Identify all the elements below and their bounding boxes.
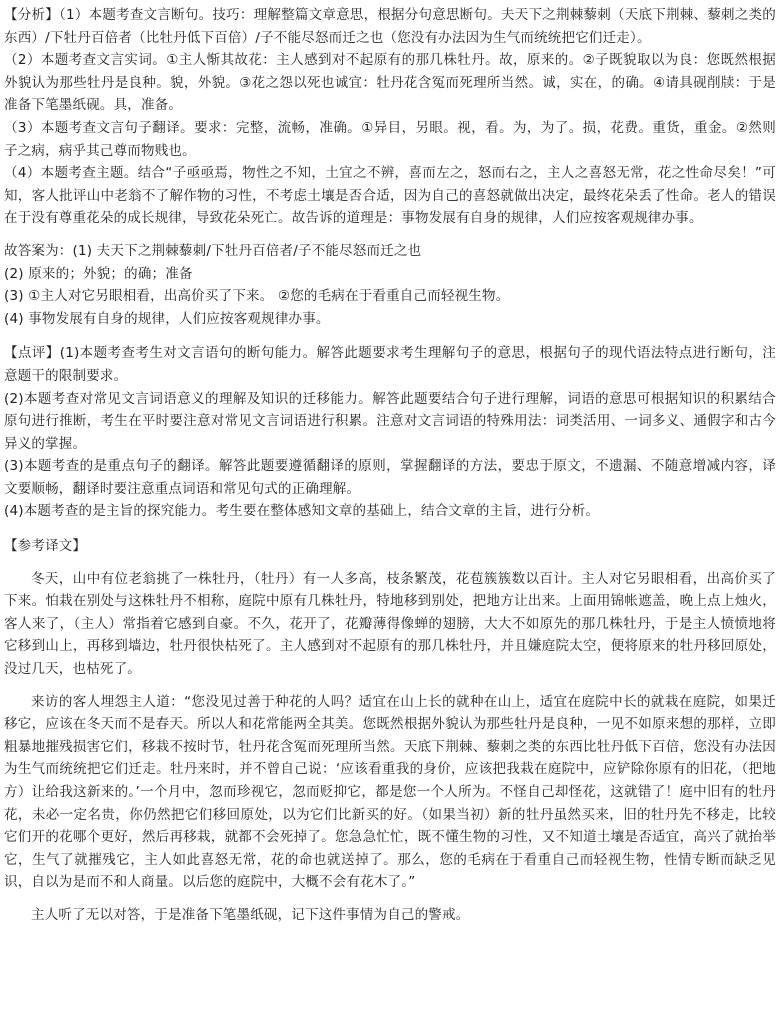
translation-section — [4, 535, 776, 927]
translation-heading: 【参考译文】 — [4, 538, 87, 555]
comment-paragraph-4: (4)本题考查的是主旨的探究能力。考生要在整体感知文章的基础上，结合文章的主旨，进行分析。 — [4, 503, 600, 520]
analysis-section — [4, 4, 776, 230]
analysis-paragraph-1: 【分析】（1）本题考查文言断句。技巧：理解整篇文章意思，根据分句意思断句。夫天下之荆棘藜刺（天底下荆棘、藜刺之类的东西）/下牡丹百倍者（比牡丹低下百倍）/子不能尽怒而迁之也（您没有办法因为生气而统统把它们迁走）。 — [4, 7, 776, 46]
comment-paragraph-3: (3)本题考查的是重点句子的翻译。解答此题要遵循翻译的原则，掌握翻译的方法，要忠于原文，不遗漏、不随意增减内容，译文要顺畅，翻译时要注意重点词语和常见句式的正确理解。 — [4, 458, 776, 497]
comment-paragraph-2: (2)本题考查对常见文言词语意义的理解及知识的迁移能力。解答此题要结合句子进行理解，词语的意思可根据知识的积累结合原句进行推断，考生在平时要注意对常见文言词语进行积累。注意对文言词语的特殊用法：词类活用、一词多义、通假字和古今异义的掌握。 — [4, 390, 776, 452]
analysis-paragraph-2: （2）本题考查文言实词。①主人惭其故花：主人感到对不起原有的那几株牡丹。故，原来的。②子既貌取以为良：您既然根据外貌认为那些牡丹是良种。貌，外貌。③花之怨以死也诚宜：牡丹花含冤而死理所当然。诚，实在，的确。④请具砚削牍：于是准备下笔墨纸砚。具，准备。 — [4, 52, 776, 114]
answer-4: (4) 事物发展有自身的规律，人们应按客观规律办事。 — [4, 310, 330, 327]
comment-paragraph-1: 【点评】(1)本题考查考生对文言语句的断句能力。解答此题要求考生理解句子的意思，根据句子的现代语法特点进行断句，注意题干的限制要求。 — [4, 345, 776, 384]
translation-paragraph-3: 主人听了无以对答，于是准备下笔墨纸砚，记下这件事情为自己的警戒。 — [31, 906, 470, 923]
answer-section — [4, 240, 776, 330]
translation-paragraph-1: 冬天，山中有位老翁挑了一株牡丹，（牡丹）有一人多高，枝条繁茂，花苞簇簇数以百计。主人对它另眼相看，出高价买了下来。怕栽在别处与这株牡丹不相称，庭院中原有几株牡丹，特地移到别处，把地方让出来。上面用锦帐遮盖，晚上点上烛火，客人来了，（主人）常指着它感到自豪。不久，花开了，花瓣薄得像蝉的翅膀，大大不如原先的那几株牡丹，于是主人愤愤地将它移到山上，再移到墙边，牡丹很快枯死了。主人感到对不起原有的那几株牡丹，并且嫌庭院太空，便将原来的牡丹移回原处，没过几天，也枯死了。 — [4, 570, 776, 678]
analysis-paragraph-4: （4）本题考查主题。结合“子亟亟焉，物性之不知，土宜之不辨，喜而左之，怒而右之，主人之喜怒无常，花之性命尽矣！”可知，客人批评山中老翁不了解作物的习性，不考虑土壤是否合适，因为自己的喜怒就做出决定，最终花朵丢了性命。老人的错误在于没有尊重花朵的成长规律，导致花朵死亡。故告诉的道理是：事物发展有自身的规律，人们应按客观规律办事。 — [4, 165, 776, 227]
answer-3: (3) ①主人对它另眼相看，出高价买了下来。 ②您的毛病在于看重自己而轻视生物。 — [4, 288, 510, 305]
answer-2: (2) 原来的；外貌；的确；准备 — [4, 265, 193, 282]
analysis-paragraph-3: （3）本题考查文言句子翻译。要求：完整，流畅，准确。①异目，另眼。视，看。为，为了。损，花费。重货，重金。②然则子之病，病乎其己尊而物贱也。 — [4, 119, 776, 159]
comment-section — [4, 342, 776, 523]
answer-intro: 故答案为：(1) 夫天下之荆棘藜刺/下牡丹百倍者/子不能尽怒而迁之也 — [4, 242, 422, 259]
translation-paragraph-2: 来访的客人埋怨主人道：“您没见过善于种花的人吗？适宜在山上长的就种在山上，适宜在庭院中长的就栽在庭院，如果迁移它，应该在冬天而不是春天。所以人和花常能两全其美。您既然根据外貌认为那些牡丹是良种，一见不如原来想的那样，立即粗暴地摧残损害它们，移栽不按时节，牡丹花含冤而死理所当然。天底下荆棘、藜刺之类的东西比牡丹低下百倍，您没有办法因为生气而统统把它们迁走。牡丹来时，并不曾自己说：‘应该看重我的身价，应该把我栽在庭院中，应铲除你原有的旧花，（把地方）让给我这新来的。’一个月中，忽而珍视它，忽而贬抑它，都是您一个人所为。不怪自己却怪花，这就错了！庭中旧有的牡丹花，未必一定名贵，你仍然把它们移回原处，以为它们比新买的好。（如果当初）新的牡丹虽然买来，旧的牡丹先不移走，比较它们开的花哪个更好，然后再移栽，就都不会死掉了。您急急忙忙，既不懂生物的习性，又不知道土壤是否适宜，高兴了就抬举它，生气了就摧残它，主人如此喜怒无常，花的命也就送掉了。那么，您的毛病在于看重自己而轻视生物，性情专断而缺乏见识，自以为是而不和人商量。以后您的庭院中，大概不会有花木了。” — [4, 693, 776, 891]
